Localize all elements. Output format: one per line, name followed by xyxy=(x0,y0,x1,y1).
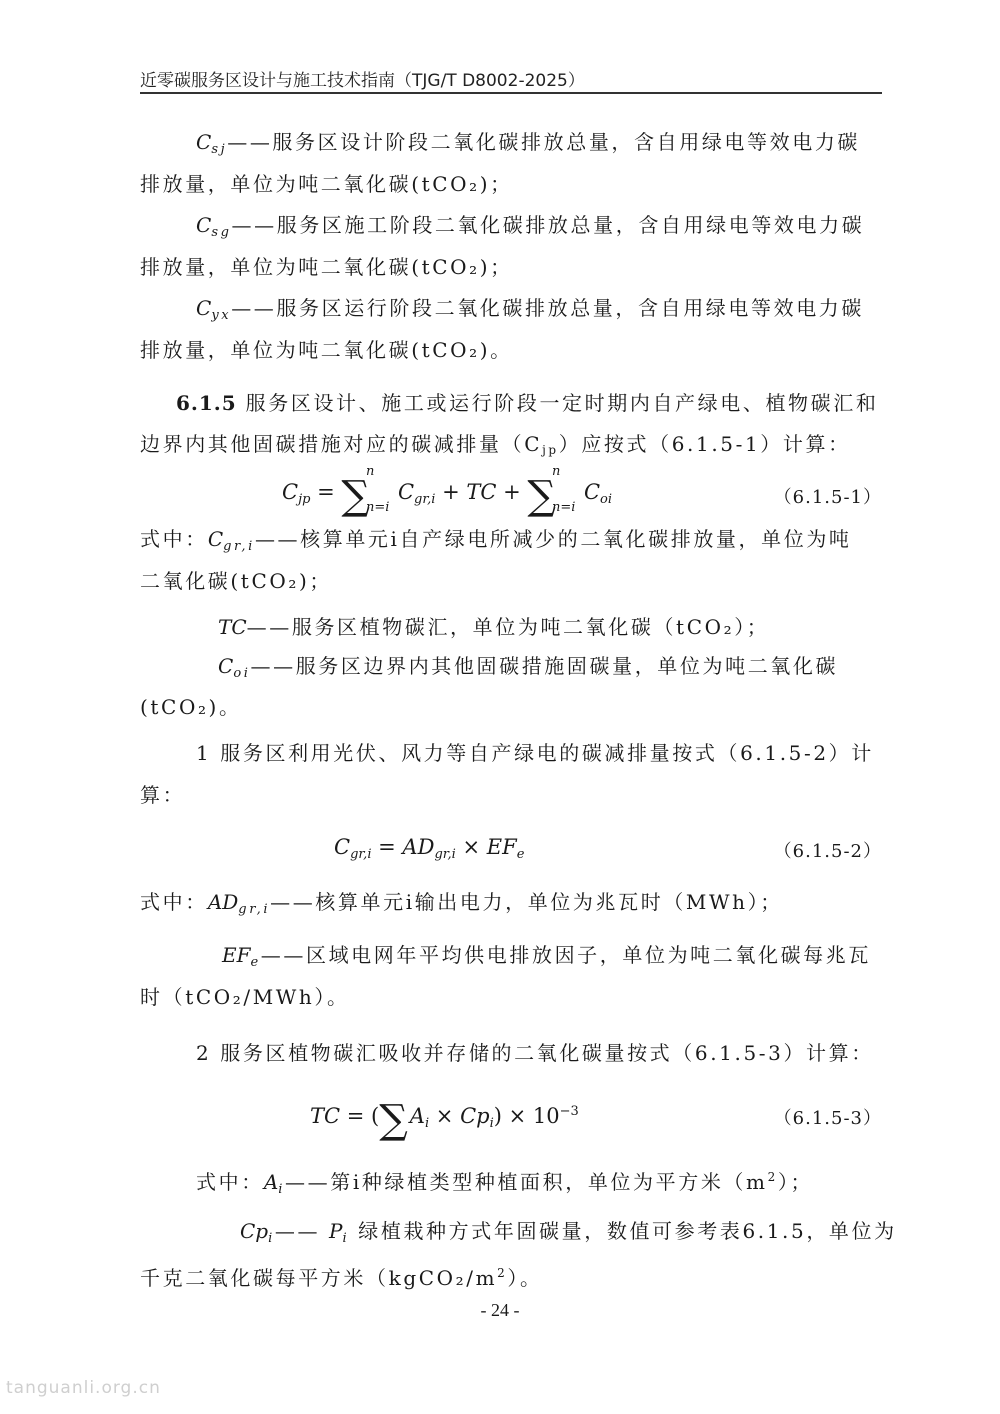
eq1-def-cgr: 式中：$C_{gr,i}——$核算单元i自产绿电所减少的二氧化碳排放量，单位为吨 xyxy=(140,527,852,554)
eq1-def-coi: $C_{oi}——$服务区边界内其他固碳措施固碳量，单位为吨二氧化碳 xyxy=(218,654,839,681)
eq2-def-ef: $EF_e——$区域电网年平均供电排放因子，单位为吨二氧化碳每兆瓦 xyxy=(222,943,871,970)
equation-6-1-5-2: Cgr,i = ADgr,i × EFe xyxy=(334,835,525,862)
def-csj: $C_{sj}——$服务区设计阶段二氧化碳排放总量，含自用绿电等效电力碳 xyxy=(196,130,861,157)
equation-number-3: （6.1.5-3） xyxy=(773,1108,882,1129)
eq2-def-ef-cont: 时（tCO₂/MWh）。 xyxy=(140,985,350,1009)
eq3-def-cp: $Cp_i——$ $P_i$ 绿植栽种方式年固碳量，数值可参考表6.1.5，单位为 xyxy=(240,1219,897,1246)
clause-6-1-5: 6.1.5 服务区设计、施工或运行阶段一定时期内自产绿电、植物碳汇和 xyxy=(176,391,879,415)
def-cyx: $C_{yx}——$服务区运行阶段二氧化碳排放总量，含自用绿电等效电力碳 xyxy=(196,296,865,323)
watermark: tanguanli.org.cn xyxy=(6,1378,161,1398)
equation-6-1-5-3: TC = $(\sum Ai \times Cpi) \times 10^{-3}$ xyxy=(310,1097,579,1143)
item-1-cont: 算： xyxy=(140,783,186,807)
def-csj-cont: 排放量，单位为吨二氧化碳(tCO₂)； xyxy=(140,172,513,196)
eq2-def-ad: 式中：$AD_{gr,i}——$核算单元i输出电力，单位为兆瓦时（MWh）； xyxy=(140,890,783,917)
def-cyx-cont: 排放量，单位为吨二氧化碳(tCO₂)。 xyxy=(140,338,513,362)
def-csg: $C_{sg}——$服务区施工阶段二氧化碳排放总量，含自用绿电等效电力碳 xyxy=(196,213,865,240)
header-rule xyxy=(140,92,882,94)
eq1-def-cgr-cont: 二氧化碳(tCO₂)； xyxy=(140,569,332,593)
eq1-def-coi-cont: (tCO₂)。 xyxy=(140,695,242,719)
running-header: 近零碳服务区设计与施工技术指南（TJG/T D8002-2025） xyxy=(140,71,585,91)
item-1: 1 服务区利用光伏、风力等自产绿电的碳减排量按式（6.1.5-2）计 xyxy=(196,741,874,765)
page-number: - 24 - xyxy=(480,1300,520,1320)
item-2: 2 服务区植物碳汇吸收并存储的二氧化碳量按式（6.1.5-3）计算： xyxy=(196,1041,874,1065)
equation-6-1-5-1: Cjp = ∑ n n=i Cgr,i + TC + ∑ n n=i Coi xyxy=(282,464,613,519)
equation-number-2: （6.1.5-2） xyxy=(773,841,882,862)
eq1-def-tc: TC——服务区植物碳汇，单位为吨二氧化碳（tCO₂）； xyxy=(218,615,770,639)
eq3-def-a: 式中：$A_i——$第i种绿植类型种植面积，单位为平方米$(m^2)$； xyxy=(196,1170,814,1197)
def-csg-cont: 排放量，单位为吨二氧化碳(tCO₂)； xyxy=(140,255,513,279)
clause-6-1-5-cont: 边界内其他固碳措施对应的碳减排量（Cjp）应按式（6.1.5-1）计算： xyxy=(140,432,851,457)
eq3-def-cp-cont: 千克二氧化碳每平方米$(kgCO_2/m^2)$。 xyxy=(140,1266,543,1290)
equation-number-1: （6.1.5-1） xyxy=(773,487,882,508)
